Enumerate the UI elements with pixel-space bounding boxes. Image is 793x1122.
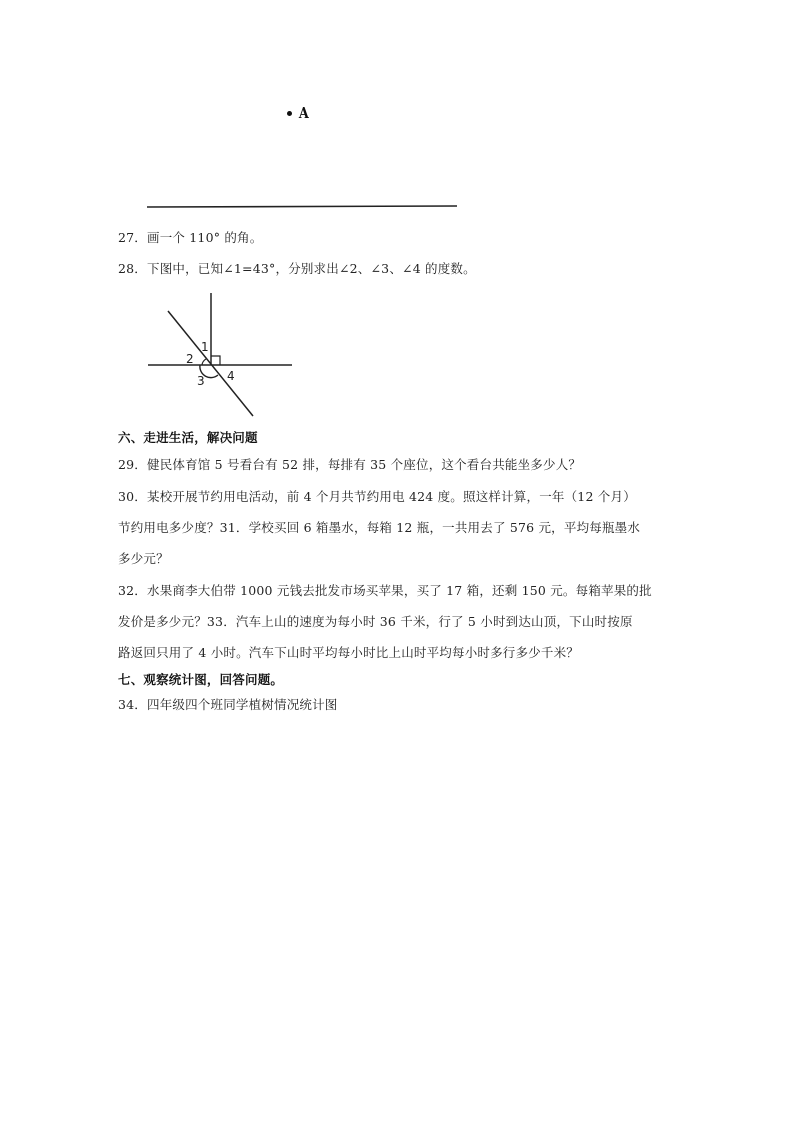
question-28: 28．下图中，已知∠1=43°，分别求出∠2、∠3、∠4 的度数。: [118, 261, 476, 276]
intersecting-lines-figure: [140, 285, 300, 425]
straight-line-figure: [147, 205, 457, 208]
section-6-heading: 六、走进生活，解决问题: [118, 430, 258, 445]
question-33-line-3: 路返回只用了 4 小时。汽车下山时平均每小时比上山时平均每小时多行多少千米？: [118, 645, 580, 660]
question-30-line-1: 30．某校开展节约用电活动，前 4 个月共节约用电 424 度。照这样计算，一年（12 个月）: [118, 489, 636, 504]
question-30-31-line-2: 节约用电多少度？31．学校买回 6 箱墨水，每箱 12 瓶，一共用去了 576 元，平均每瓶墨水: [118, 520, 641, 535]
question-27: 27．画一个 110° 的角。: [118, 230, 263, 245]
angle-label-2: 2: [186, 352, 194, 366]
question-29: 29．健民体育馆 5 号看台有 52 排，每排有 35 个座位，这个看台共能坐多少人？: [118, 457, 582, 472]
angle-label-1: 1: [201, 340, 209, 354]
point-a-figure: [287, 103, 310, 123]
question-34: 34．四年级四个班同学植树情况统计图: [118, 697, 338, 712]
angle-label-4: 4: [227, 369, 235, 383]
section-7-heading: 七、观察统计图，回答问题。: [118, 672, 284, 687]
question-32-33-line-2: 发价是多少元？33．汽车上山的速度为每小时 36 千米，行了 5 小时到达山顶，下山时按原: [118, 614, 633, 629]
question-31-line-3: 多少元？: [118, 551, 169, 566]
angle-label-3: 3: [197, 374, 205, 388]
point-dot-icon: [287, 111, 292, 116]
point-label: A: [298, 104, 309, 122]
question-32-line-1: 32．水果商李大伯带 1000 元钱去批发市场买苹果，买了 17 箱，还剩 150 元。每箱苹果的批: [118, 583, 652, 598]
